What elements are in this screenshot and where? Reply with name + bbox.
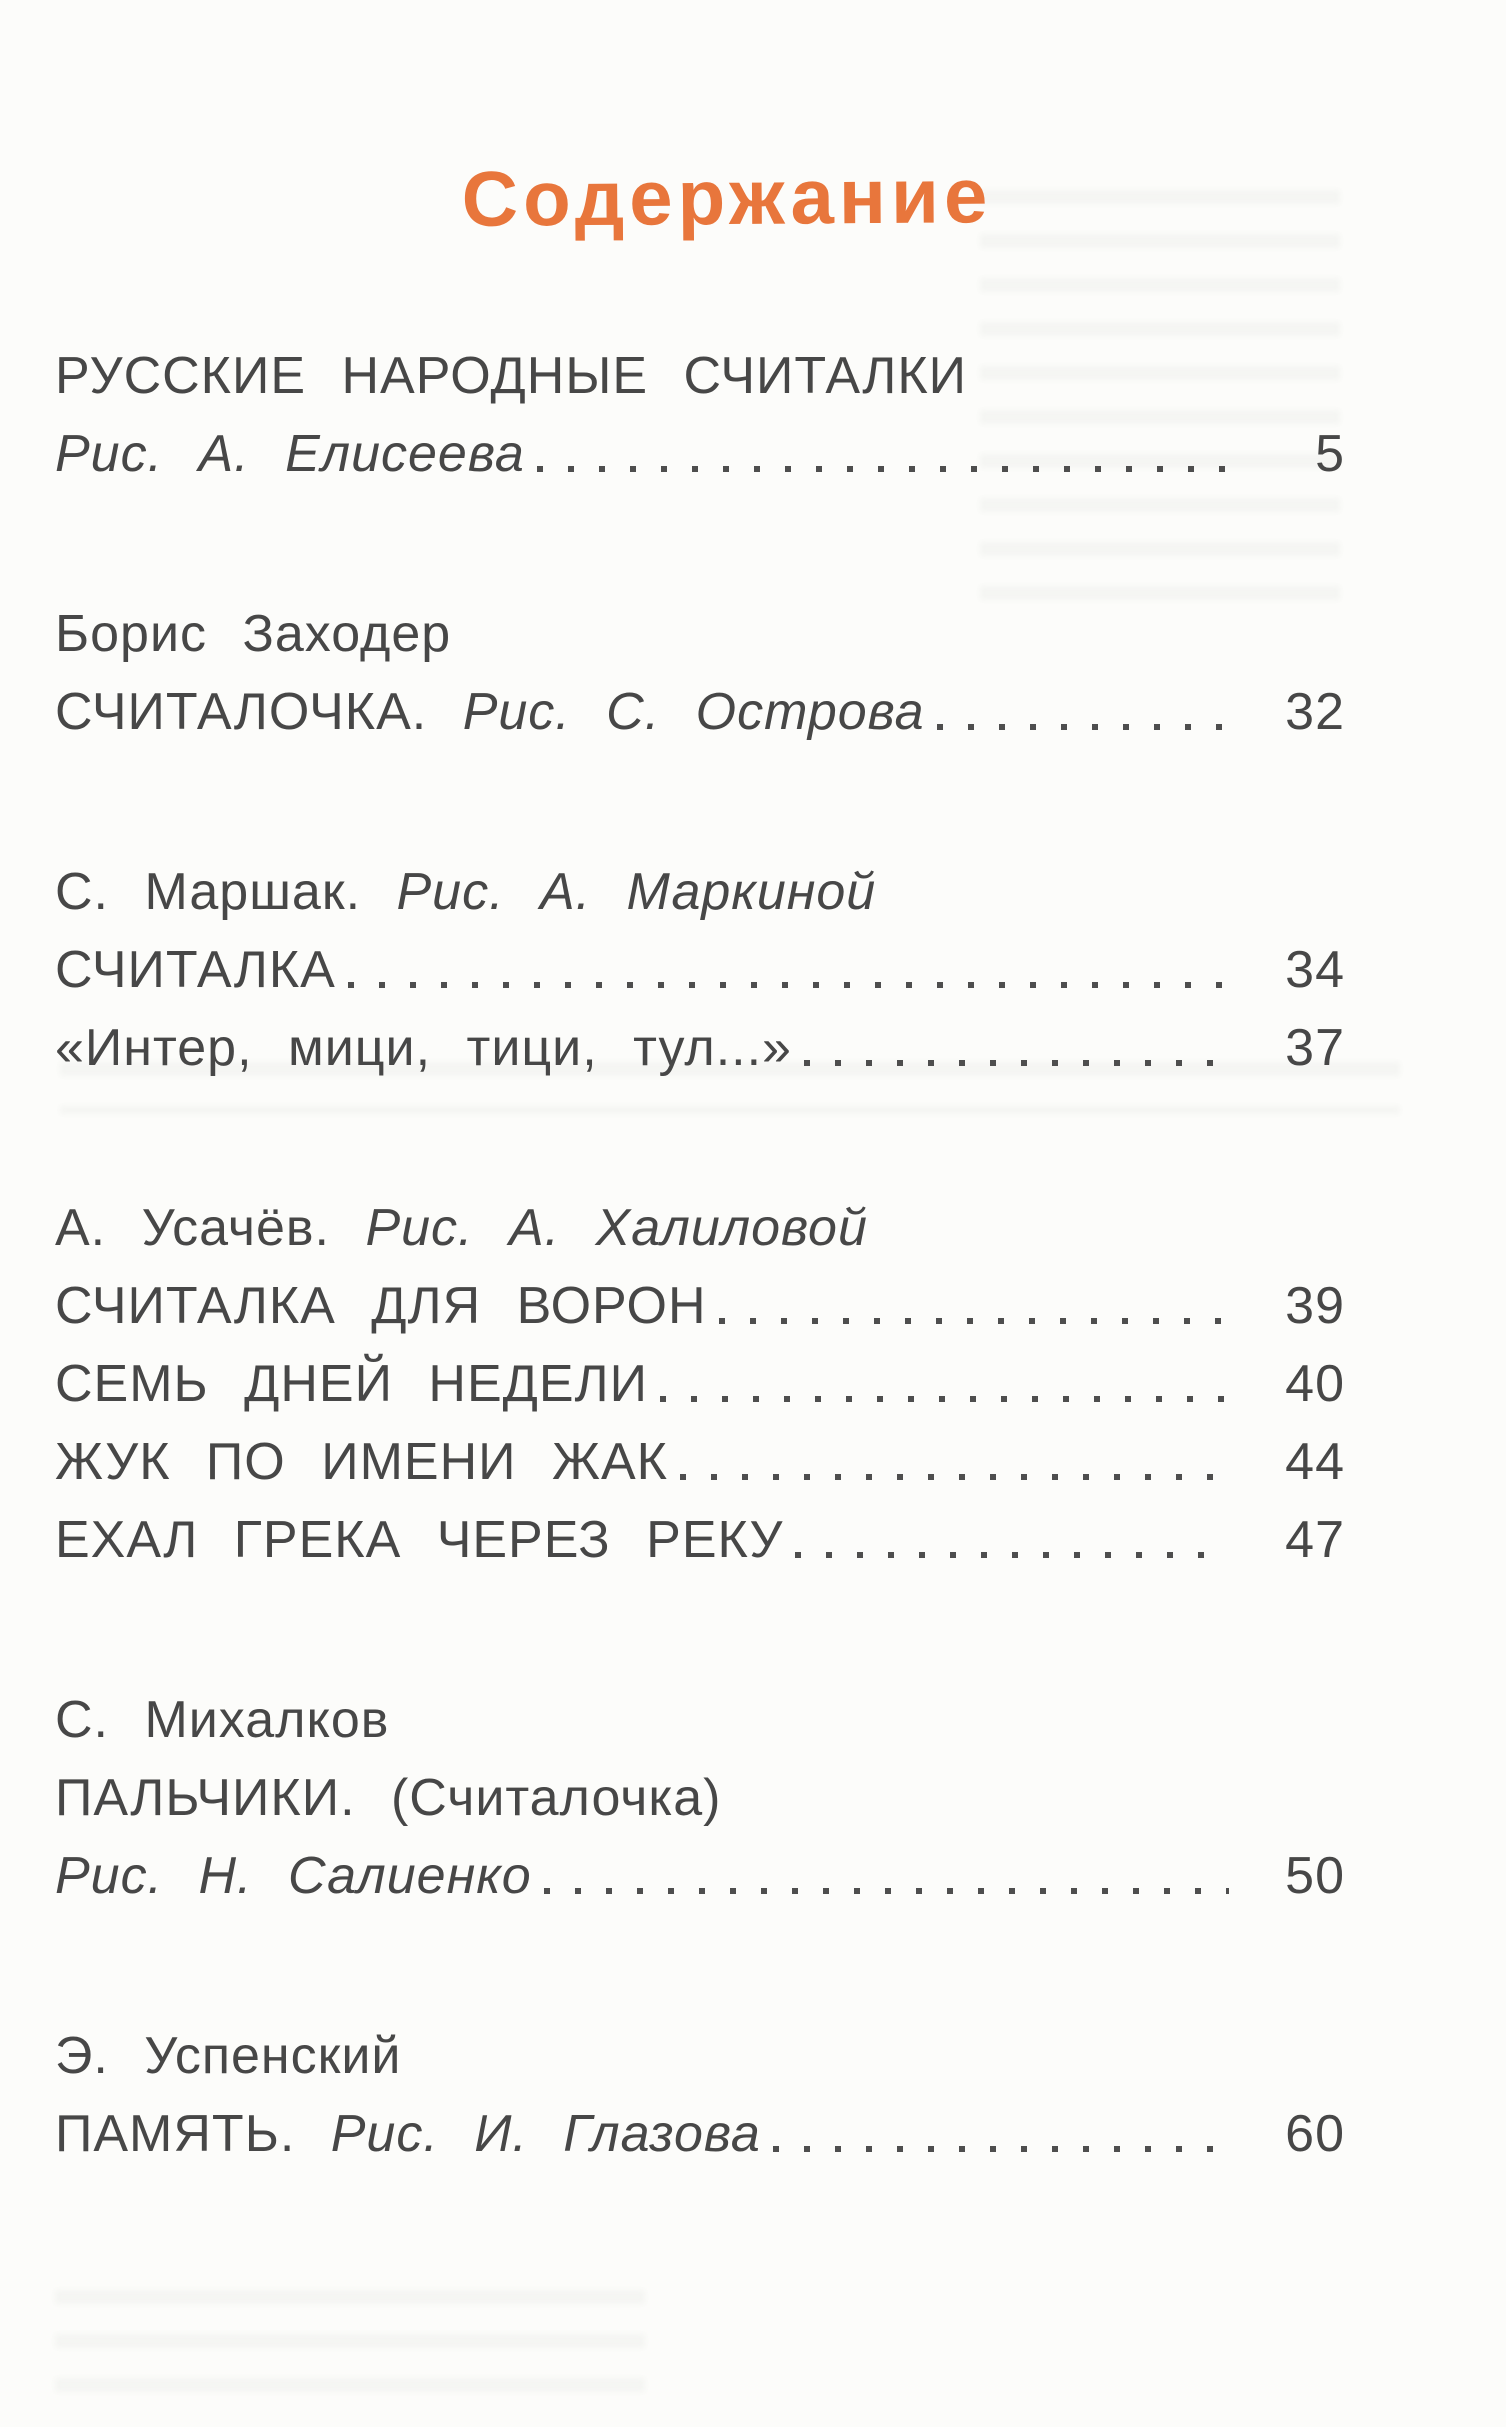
entry-text: «Интер, мици, тици, тул...» [55,1019,792,1077]
toc-row [55,931,1345,1009]
illustrator-credit: Рис. Н. Салиенко [55,1847,532,1905]
page-number: 50 [1285,1847,1345,1905]
entry-text: СЧИТАЛОЧКА. [55,683,463,741]
toc-section [55,853,1345,1087]
toc-entry-label [55,595,451,673]
toc-section [55,1189,1345,1579]
toc-row [55,1681,1345,1759]
illustrator-credit: Рис. А. Елисеева [55,425,525,483]
page-number: 47 [1285,1511,1345,1569]
dot-leader [676,1423,1231,1501]
page-number: 34 [1285,941,1345,999]
toc-entry-label [55,337,967,415]
toc-entry-label [55,1009,792,1087]
dot-leader [533,415,1231,493]
entry-text: А. Усачёв. [55,1199,366,1257]
entry-text: РУССКИЕ НАРОДНЫЕ СЧИТАЛКИ [55,347,968,405]
dot-leader [791,1501,1231,1579]
entry-text: ЕХАЛ ГРЕКА ЧЕРЕЗ РЕКУ [55,1511,784,1569]
entry-text: ЖУК ПО ИМЕНИ ЖАК [55,1433,668,1491]
toc-row [55,595,1345,673]
toc-entry-label [55,1267,707,1345]
page-number: 39 [1285,1277,1345,1335]
toc-row [55,415,1345,493]
toc-entry-label [55,1837,532,1915]
toc-entry-label [55,1345,648,1423]
dot-leader [344,931,1231,1009]
dot-leader [769,2095,1231,2173]
page-title: Содержание [461,151,993,243]
illustrator-credit: Рис. И. Глазова [330,2105,761,2163]
toc-row [55,1009,1345,1087]
toc-section [55,337,1345,493]
dot-leader [715,1267,1231,1345]
toc-row [55,1345,1345,1423]
toc-row [55,1423,1345,1501]
dot-leader [656,1345,1231,1423]
toc-row [55,1501,1345,1579]
page-number: 44 [1285,1433,1345,1491]
page-number: 37 [1285,1019,1345,1077]
toc-row [55,337,1345,415]
toc-row [55,1189,1345,1267]
toc-entry-label [55,1759,721,1837]
illustrator-credit: Рис. А. Халиловой [365,1199,868,1257]
toc-row [55,2017,1345,2095]
toc-entry-label [55,1501,783,1579]
entry-text: СЧИТАЛКА ДЛЯ ВОРОН [55,1277,707,1335]
toc-row [55,1837,1345,1915]
page-number: 60 [1285,2105,1345,2163]
dot-leader [800,1009,1231,1087]
toc-section [55,1681,1345,1915]
scan-showthrough-artifact [55,2290,645,2400]
dot-leader [540,1837,1231,1915]
illustrator-credit: Рис. С. Острова [462,683,925,741]
toc [55,337,1345,2173]
toc-entry-label [55,415,525,493]
entry-text: С. Маршак. [55,863,397,921]
toc-section [55,2017,1345,2173]
toc-entry-label [55,2095,761,2173]
entry-text: СЕМЬ ДНЕЙ НЕДЕЛИ [55,1355,649,1413]
toc-row [55,2095,1345,2173]
page-number: 32 [1285,683,1345,741]
toc-section [55,595,1345,751]
toc-entry-label [55,2017,401,2095]
entry-text: ПАМЯТЬ. [55,2105,331,2163]
toc-entry-label [55,853,876,931]
toc-entry-label [55,1423,668,1501]
toc-row [55,673,1345,751]
toc-entry-label [55,931,336,1009]
page-number: 5 [1315,425,1345,483]
entry-text: ПАЛЬЧИКИ. (Считалочка) [55,1769,722,1827]
dot-leader [933,673,1231,751]
entry-text: Борис Заходер [55,605,452,663]
toc-row [55,853,1345,931]
toc-row [55,1267,1345,1345]
entry-text: Э. Успенский [55,2027,402,2085]
illustrator-credit: Рис. А. Маркиной [396,863,877,921]
toc-entry-label [55,673,925,751]
toc-entry-label [55,1189,868,1267]
toc-row [55,1759,1345,1837]
page-number: 40 [1285,1355,1345,1413]
entry-text: СЧИТАЛКА [55,941,336,999]
entry-text: С. Михалков [55,1691,390,1749]
toc-entry-label [55,1681,389,1759]
